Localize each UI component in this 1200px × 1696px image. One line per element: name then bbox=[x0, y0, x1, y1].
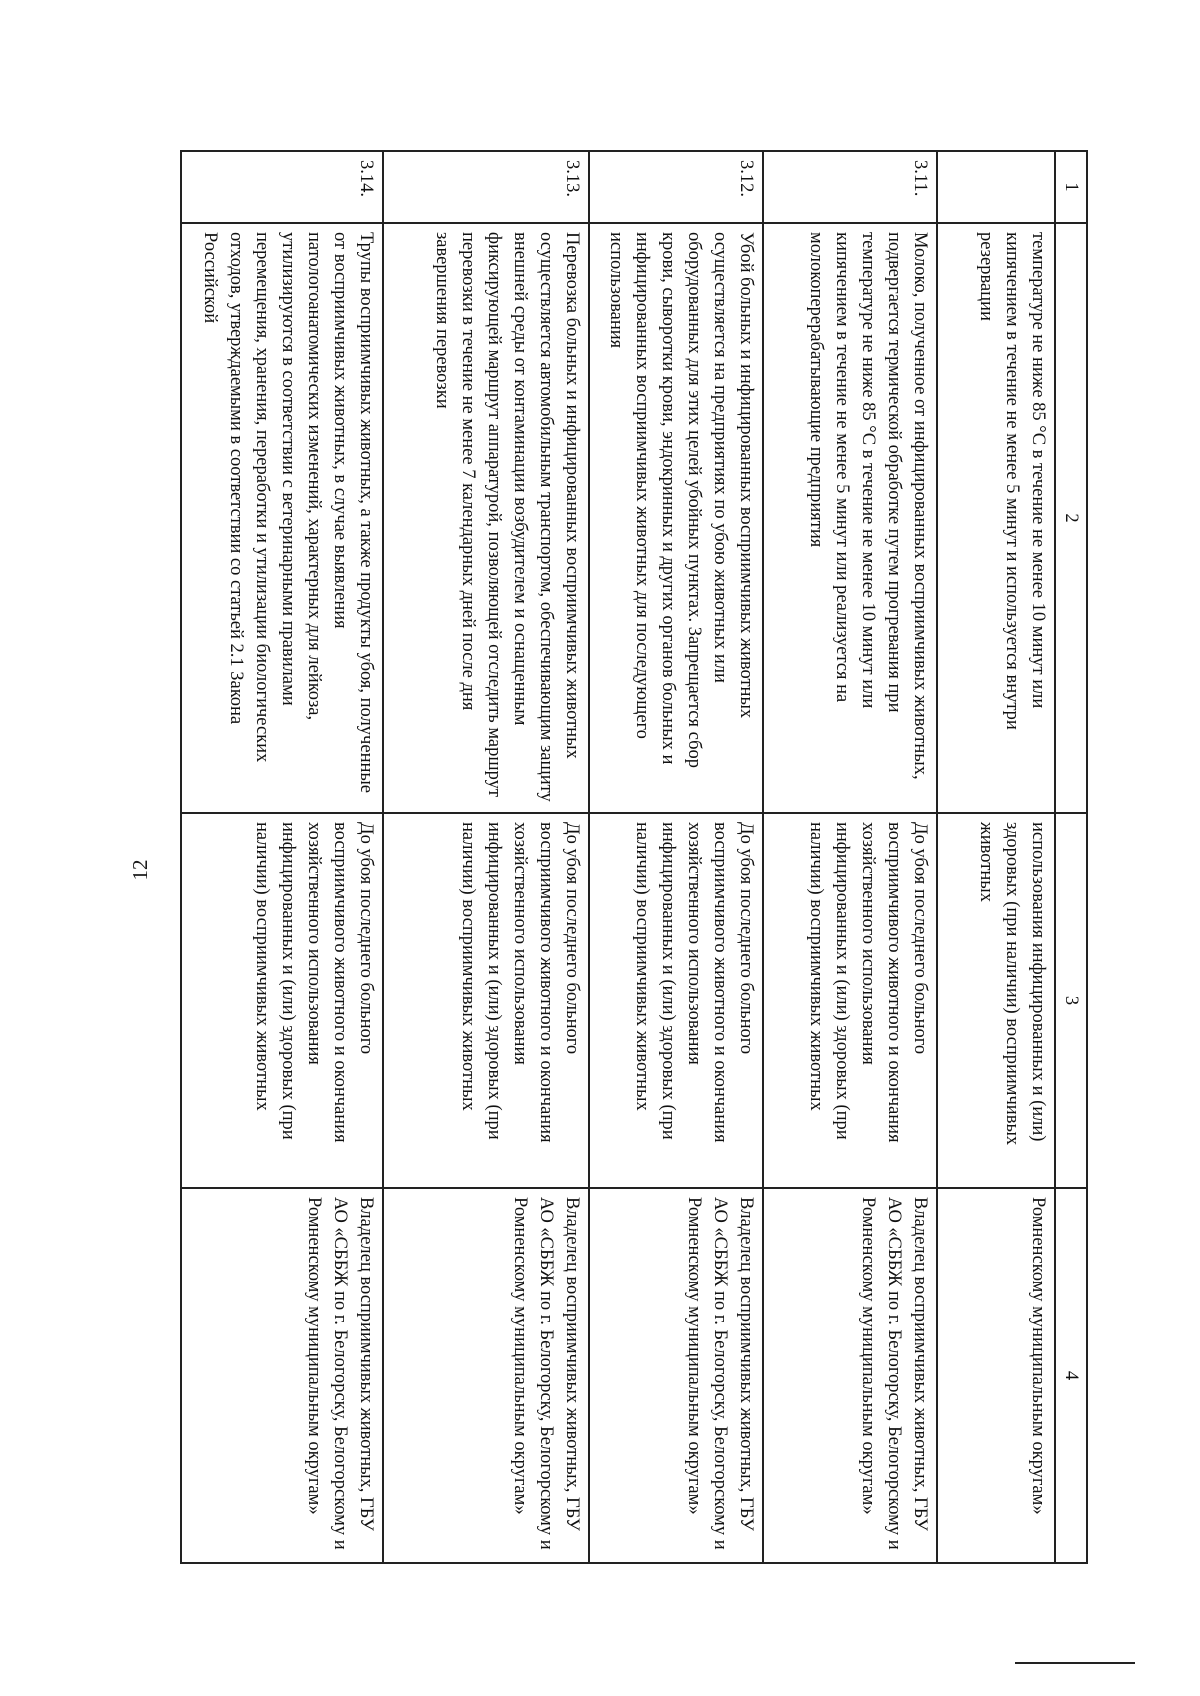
responsible-cell: Владелец восприимчивых животных, ГБУ АО «СББЖ по г. Белогорску, Белогорскому и Ромненскому муниципальным округам» bbox=[181, 1188, 383, 1563]
measure-cell: Перевозка больных и инфицированных восприимчивых животных осуществляется автомобильным транспортом, обеспечивающим защиту внешней среды от контаминации возбудителем и оснащенным фиксирующей маршрут аппаратурой, позволяющей отследить маршрут перевозки в течение не менее 7 календарных дней после дня завершения перевозки bbox=[383, 223, 589, 813]
measure-cell: Молоко, полученное от инфицированных восприимчивых животных, подвергается термической обработке путем прогревания при температуре не ниже 85 °С в течение не менее 10 минут или кипячением в течение не менее 5 минут или реализуется на молокоперерабатывающие предприятия bbox=[763, 223, 937, 813]
row-number bbox=[937, 151, 1055, 223]
rotated-table-container bbox=[180, 150, 1088, 1564]
period-cell: До убоя последнего больного восприимчивого животного и окончания хозяйственного использования инфицированных и (или) здоровых (при наличии) восприимчивых животных bbox=[383, 813, 589, 1188]
measures-table bbox=[180, 150, 1088, 1564]
header-col-2: 2 bbox=[1055, 223, 1087, 813]
footer-rule bbox=[1015, 1662, 1135, 1664]
measure-cell: температуре не ниже 85 °С в течение не менее 10 минут или кипячением в течение не менее 5 минут и используется внутри резервации bbox=[937, 223, 1055, 813]
table-row bbox=[181, 151, 383, 1563]
responsible-cell: Владелец восприимчивых животных, ГБУ АО «СББЖ по г. Белогорску, Белогорскому и Ромненскому муниципальным округам» bbox=[763, 1188, 937, 1563]
header-col-4: 4 bbox=[1055, 1188, 1087, 1563]
responsible-cell: Владелец восприимчивых животных, ГБУ АО «СББЖ по г. Белогорску, Белогорскому и Ромненскому муниципальным округам» bbox=[589, 1188, 763, 1563]
row-number: 3.14. bbox=[181, 151, 383, 223]
period-cell: использования инфицированных и (или) здоровых (при наличии) восприимчивых животных bbox=[937, 813, 1055, 1188]
responsible-cell: Ромненскому муниципальным округам» bbox=[937, 1188, 1055, 1563]
table-row bbox=[589, 151, 763, 1563]
header-col-3: 3 bbox=[1055, 813, 1087, 1188]
period-cell: До убоя последнего больного восприимчивого животного и окончания хозяйственного использования инфицированных и (или) здоровых (при наличии) восприимчивых животных bbox=[181, 813, 383, 1188]
measure-cell: Убой больных и инфицированных восприимчивых животных осуществляется на предприятиях по убою животных или оборудованных для этих целей убойных пунктах. Запрещается сбор крови, сыворотки крови, эндокринных и других органов больных и инфицированных восприимчивых животных для последующего использования bbox=[589, 223, 763, 813]
period-cell: До убоя последнего больного восприимчивого животного и окончания хозяйственного использования инфицированных и (или) здоровых (при наличии) восприимчивых животных bbox=[589, 813, 763, 1188]
header-col-1: 1 bbox=[1055, 151, 1087, 223]
responsible-cell: Владелец восприимчивых животных, ГБУ АО «СББЖ по г. Белогорску, Белогорскому и Ромненскому муниципальным округам» bbox=[383, 1188, 589, 1563]
row-number: 3.13. bbox=[383, 151, 589, 223]
row-number: 3.11. bbox=[763, 151, 937, 223]
table-header-row bbox=[1055, 151, 1087, 1563]
page-number: 12 bbox=[128, 859, 152, 881]
period-cell: До убоя последнего больного восприимчивого животного и окончания хозяйственного использования инфицированных и (или) здоровых (при наличии) восприимчивых животных bbox=[763, 813, 937, 1188]
table-row bbox=[763, 151, 937, 1563]
measure-cell: Трупы восприимчивых животных, а также продукты убоя, полученные от восприимчивых животных, в случае выявления патологоанатомических изменений, характерных для лейкоза, утилизируются в соответствии с ветеринарными правилами перемещения, хранения, переработки и утилизации биологических отходов, утверждаемыми в соответствии со статьей 2.1 Закона Российской bbox=[181, 223, 383, 813]
row-number: 3.12. bbox=[589, 151, 763, 223]
table-row bbox=[937, 151, 1055, 1563]
table-row bbox=[383, 151, 589, 1563]
